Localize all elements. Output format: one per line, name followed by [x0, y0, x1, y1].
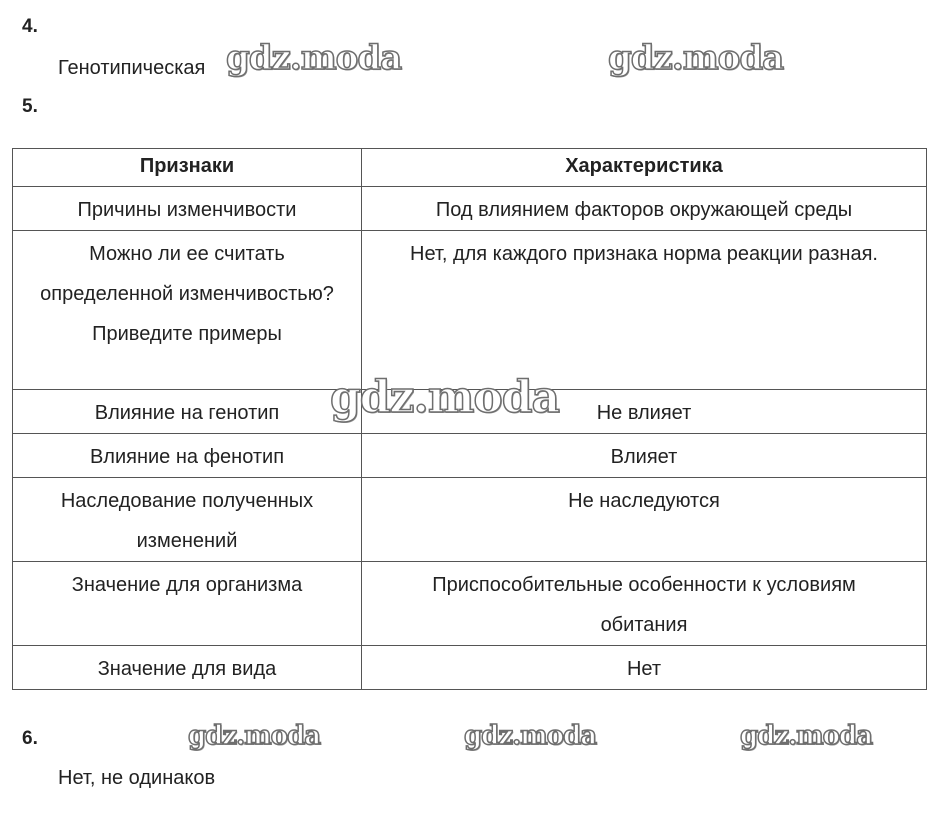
watermark-logo: gdz.moda: [188, 721, 321, 751]
row-characteristic: Не наследуются: [362, 478, 927, 562]
row-sign: Причины изменчивости: [13, 187, 362, 231]
watermark-logo: gdz.moda: [740, 721, 873, 751]
watermark-logo: gdz.moda: [608, 38, 784, 78]
row-sign: Наследование полученных изменений: [13, 478, 362, 562]
header-characteristic: Характеристика: [362, 149, 927, 187]
row-characteristic: Нет: [362, 646, 927, 690]
table-row: [13, 434, 927, 478]
row-characteristic: Приспособительные особенности к условиям обитания: [362, 562, 927, 646]
table-row: [13, 562, 927, 646]
question-4-answer: Генотипическая: [58, 57, 206, 79]
row-sign: Можно ли ее считать определенной изменчивостью? Приведите примеры: [13, 231, 362, 390]
header-signs: Признаки: [13, 149, 362, 187]
table-row: [13, 187, 927, 231]
question-5-number: 5.: [22, 96, 38, 117]
table-row: [13, 478, 927, 562]
row-characteristic: Под влиянием факторов окружающей среды: [362, 187, 927, 231]
row-characteristic: Влияет: [362, 434, 927, 478]
watermark-logo: gdz.moda: [330, 372, 560, 423]
table-header-row: [13, 149, 927, 187]
table-row: [13, 231, 927, 390]
question-6-answer: Нет, не одинаков: [58, 767, 216, 789]
row-sign: Значение для организма: [13, 562, 362, 646]
row-characteristic: Нет, для каждого признака норма реакции разная.: [362, 231, 927, 390]
row-sign: Влияние на фенотип: [13, 434, 362, 478]
row-characteristic: Не влияет: [362, 390, 927, 434]
row-sign: Влияние на генотип: [13, 390, 362, 434]
watermark-logo: gdz.moda: [226, 38, 402, 78]
question-6-number: 6.: [22, 728, 38, 749]
row-sign: Значение для вида: [13, 646, 362, 690]
question-4-number: 4.: [22, 16, 38, 37]
watermark-logo: gdz.moda: [464, 721, 597, 751]
table-row: [13, 646, 927, 690]
